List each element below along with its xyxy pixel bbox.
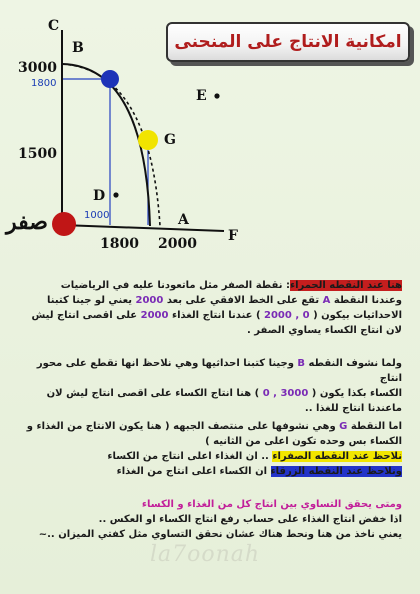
point-e-dot: [214, 93, 219, 98]
y-tick-3000: 3000: [18, 60, 57, 76]
point-g-yellow: [138, 130, 158, 150]
point-label-e: E: [196, 88, 207, 104]
point-label-d: D: [93, 188, 106, 204]
page-title: امكانية الانتاج على المنحنى: [174, 32, 402, 52]
point-label-g: G: [164, 132, 176, 148]
ppf-graph: [0, 0, 420, 260]
p3-line4: [22, 464, 402, 479]
point-d-dot: [113, 192, 118, 197]
p2-line1-a: ولما نشوف النقطه: [305, 358, 402, 369]
p4-line3: يعني ناخذ من هنا ونحط هناك عشان نحقق التساوي مثل كفتي الميزان ..~: [38, 529, 402, 540]
p3-blue-text: ان الكساء اعلى انتاج من الغذاء: [116, 466, 271, 477]
p1-coords: 0 , 2000: [264, 310, 310, 321]
p3-yellow-text: .. ان الغذاء اعلى انتاج من الكساء: [107, 451, 273, 462]
p3-line1-a: اما النقطة: [347, 421, 402, 432]
p2-line2: [22, 386, 402, 401]
p3-line1-b: وهي نشوفها على منتصف الجبهه ( هنا يكون الانتاج من الغذاء و: [26, 421, 340, 432]
p1-line2-a: وعندنا النقطة: [330, 295, 402, 306]
p2-point-b: B: [297, 358, 306, 369]
small-label-1800: 1800: [31, 78, 57, 89]
x-tick-1800: 1800: [100, 236, 139, 252]
x-tick-2000: 2000: [158, 236, 197, 252]
p3-line1: [22, 419, 402, 434]
y-tick-1500: 1500: [18, 146, 57, 162]
signature-watermark: la7oonah: [150, 542, 261, 567]
origin-label: صفر: [6, 209, 48, 235]
point-b-blue: [101, 70, 119, 88]
p1-line4: لان انتاج الكساء يساوي الصفر .: [247, 325, 402, 336]
p1-line3-a: الاحداثيات بيكون (: [309, 310, 402, 321]
p1-line3: [22, 308, 402, 323]
axis-label-f: F: [228, 228, 238, 244]
p2-line2-b: ) هنا انتاج الكساء على اقصى انتاج ليش لان: [46, 388, 263, 399]
p1-line3-c: على اقصى انتاج ليش: [31, 310, 141, 321]
p4-line2: اذا خفض انتاج الغذاء على حساب رفع انتاج الكساء او العكس ..: [98, 514, 402, 525]
paragraph-point-g: [22, 419, 402, 479]
point-label-a: A: [178, 212, 189, 228]
paragraph-red-point: [22, 278, 402, 338]
p3-line2: الكساء بس وحده تكون اعلى من الثانيه ): [205, 436, 402, 447]
p1-line1: [22, 278, 402, 293]
p1-line2-b: تقع على الخط الافقي على بعد: [163, 295, 323, 306]
p2-line1-b: وجينا كتبنا احداثيها وهي نلاحظ انها تقطع على محور انتاج: [36, 358, 402, 384]
red-point-highlight: هنا عند النقطه الحمراء: [289, 280, 402, 291]
p2-line2-a: الكساء بكذا يكون (: [308, 388, 402, 399]
p3-line3: [22, 449, 402, 464]
p2-line3: ماعندنا انتاج للغذا ..: [304, 403, 402, 414]
axis-label-c: C: [48, 18, 60, 34]
point-label-b: B: [72, 40, 84, 56]
paragraph-equality: [22, 497, 402, 542]
x-axis: [62, 225, 224, 231]
yellow-point-highlight: نلاحظ عند النقطه الصفراء: [272, 451, 402, 462]
ppf-curve: [62, 64, 150, 226]
p1-value-2000: 2000: [135, 295, 164, 306]
p2-line1: [22, 356, 402, 386]
p3-point-g: G: [339, 421, 348, 432]
small-label-1000: 1000: [84, 210, 110, 221]
paragraph-point-b: [22, 356, 402, 416]
p1-point-a: A: [322, 295, 331, 306]
point-origin-red: [52, 212, 76, 236]
p1-line1-text: : نقطة الصفر مثل ماتعودنا عليه في الرياضيات: [60, 280, 290, 291]
blue-point-highlight: ونلاحظ عند النقطه الزرقاء: [270, 466, 402, 477]
p1-line2: [22, 293, 402, 308]
p4-line1: ومتى يحقق التساوي بين انتاج كل من الغذاء و الكساء: [141, 499, 402, 510]
p1-line2-c: يعني لو جينا كتبنا: [47, 295, 136, 306]
p1-line3-b: ) عندنا انتاج الغذاء: [168, 310, 265, 321]
p2-coords: 3000 , 0: [262, 388, 309, 399]
p1-value-2000-b: 2000: [140, 310, 169, 321]
